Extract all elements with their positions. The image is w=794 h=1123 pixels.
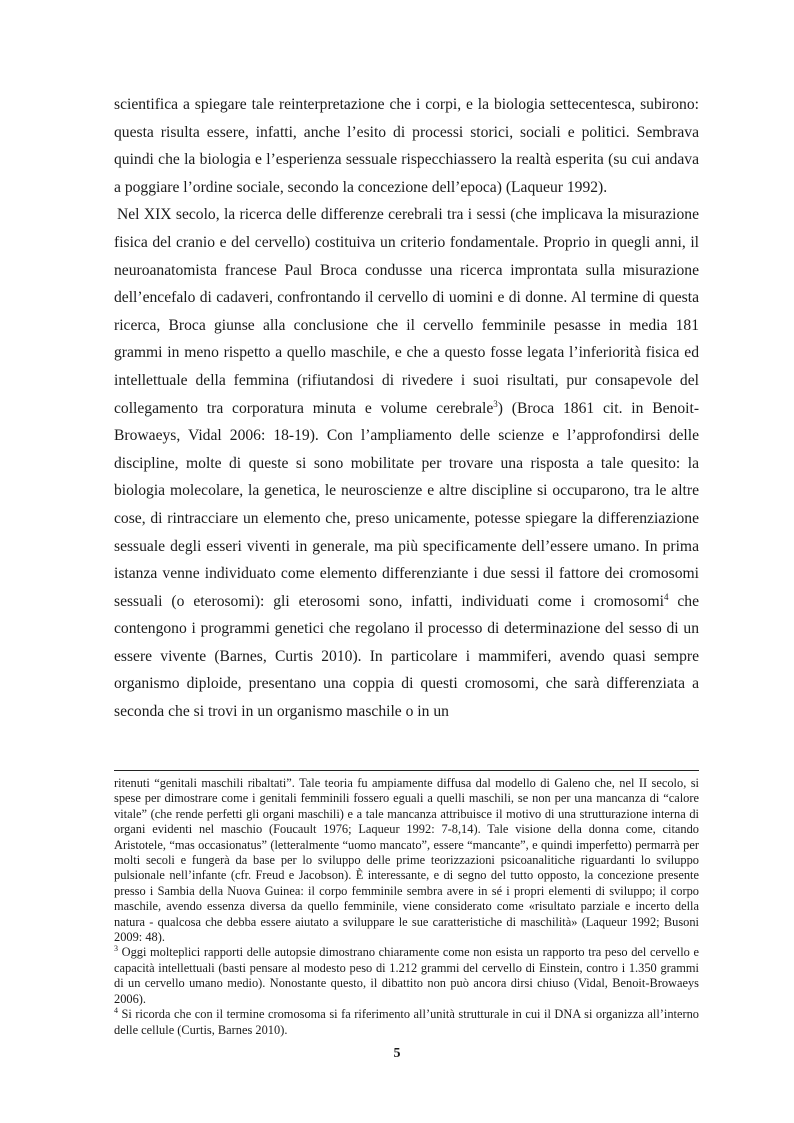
footnote-ref-3[interactable]: 3 (493, 398, 498, 409)
footnote-3-mark: 3 (114, 944, 118, 954)
page-number: 5 (393, 1046, 401, 1061)
paragraph-2 (114, 201, 699, 725)
footnote-3 (114, 945, 699, 1007)
paragraph-2-part-c: che contengono i programmi genetici che regolano il processo di determinazione del sesso di un essere vivente (Barnes, Curtis 2010). In particolare i mammiferi, avendo quasi sempre organismo diploide, presentano una coppia di questi cromosomi, che sarà differenziata a seconda che si trovi in un organismo maschile o in un (114, 592, 699, 721)
footnote-4 (114, 1007, 699, 1038)
footnote-4-mark: 4 (114, 1006, 118, 1016)
paragraph-1: scientifica a spiegare tale reinterpretazione che i corpi, e la biologia settecentesca, subirono: questa risulta essere, infatti, anche l’esito di processi storici, sociali e politici. Sembrava quindi che la biologia e l’esperienza sessuale rispecchiassero la realtà esperita (su cui andava a poggiare l’ordine sociale, secondo la concezione dell’epoca) (Laqueur 1992). (114, 96, 699, 196)
footnote-3-text: Oggi molteplici rapporti delle autopsie dimostrano chiaramente come non esista un rapporto tra peso del cervello e capacità intellettuali (basti pensare al modesto peso di 1.212 grammi del cervello di Einstein, contro i 1.350 grammi di un cervello umano medio). Nonostante questo, il dibattito non può ancora dirsi chiuso (Vidal, Benoit-Browaeys 2006). (114, 945, 699, 1006)
paragraph-2-part-b: ) (Broca 1861 cit. in Benoit-Browaeys, Vidal 2006: 18-19). Con l’ampliamento delle scienze e l’approfondirsi delle discipline, molte di queste si sono mobilitate per trovare una risposta a tale quesito: la biologia molecolare, la genetica, le neuroscienze e altre discipline si occuparono, tra le altre cose, di rintracciare un elemento che, preso unicamente, potesse spiegare la differenziazione sessuale degli esseri viventi in generale, ma più specificamente dell’essere umano. In prima istanza venne individuato come elemento differenziante i due sessi il fattore dei cromosomi sessuali (o eterosomi): gli eterosomi sono, infatti, individuati come i cromosomi (114, 399, 700, 610)
footnote-continued: ritenuti “genitali maschili ribaltati”. Tale teoria fu ampiamente diffusa dal modello di Galeno che, nel II secolo, si spese per dimostrare come i genitali femminili fossero eguali a quelli maschili, se non per una mancanza di “calore vitale” (che rende perfetti gli organi maschili) e a tale mancanza attribuisce il motivo di una strutturazione interna di organi evidenti nel maschio (Foucault 1976; Laqueur 1992: 7-8,14). Tale visione della donna come, citando Aristotele, “mas occasionatus” (letteralmente “uomo mancato”, essere “mancante”, e quindi imperfetto) permarrà per molti secoli e fungerà da base per lo sviluppo delle prime teorizzazioni psicoanalitiche riguardanti lo sviluppo pulsionale nell’infante (cfr. Freud e Jacobson). È interessante, e di segno del tutto opposto, la concezione presente presso i Sambia della Nuova Guinea: il corpo femminile sembra avere in sé i propri elementi di sviluppo; il corpo maschile, avendo essenza diversa da quello femminile, viene considerato come «risultato parziale e incerto della natura - qualcosa che debba essere aiutato a sviluppare le sue caratteristiche di maschilità» (Laqueur 1992; Busoni 2009: 48). (114, 776, 699, 945)
footnote-separator (114, 770, 699, 771)
footnote-4-text: Si ricorda che con il termine cromosoma si fa riferimento all’unità strutturale in cui il DNA si organizza all’interno delle cellule (Curtis, Barnes 2010). (114, 1007, 699, 1037)
footnotes (114, 776, 699, 1038)
footnote-ref-4[interactable]: 4 (663, 591, 669, 602)
paragraph-2-part-a: Nel XIX secolo, la ricerca delle differenze cerebrali tra i sessi (che implicava la misurazione fisica del cranio e del cervello) costituiva un criterio fondamentale. Proprio in quegli anni, il neuroanatomista francese Paul Broca condusse una ricerca improntata sulla misurazione dell’encefalo di cadaveri, confrontando il cervello di uomini e di donne. Al termine di questa ricerca, Broca giunse alla conclusione che il cervello femminile pesasse in media 181 grammi in meno rispetto a quello maschile, e che a questo fosse legata l’inferiorità fisica ed intellettuale della femmina (rifiutandosi di rivedere i suoi risultati, pur consapevole del collegamento tra corporatura minuta e volume cerebrale (114, 206, 699, 417)
body-text (114, 91, 699, 726)
